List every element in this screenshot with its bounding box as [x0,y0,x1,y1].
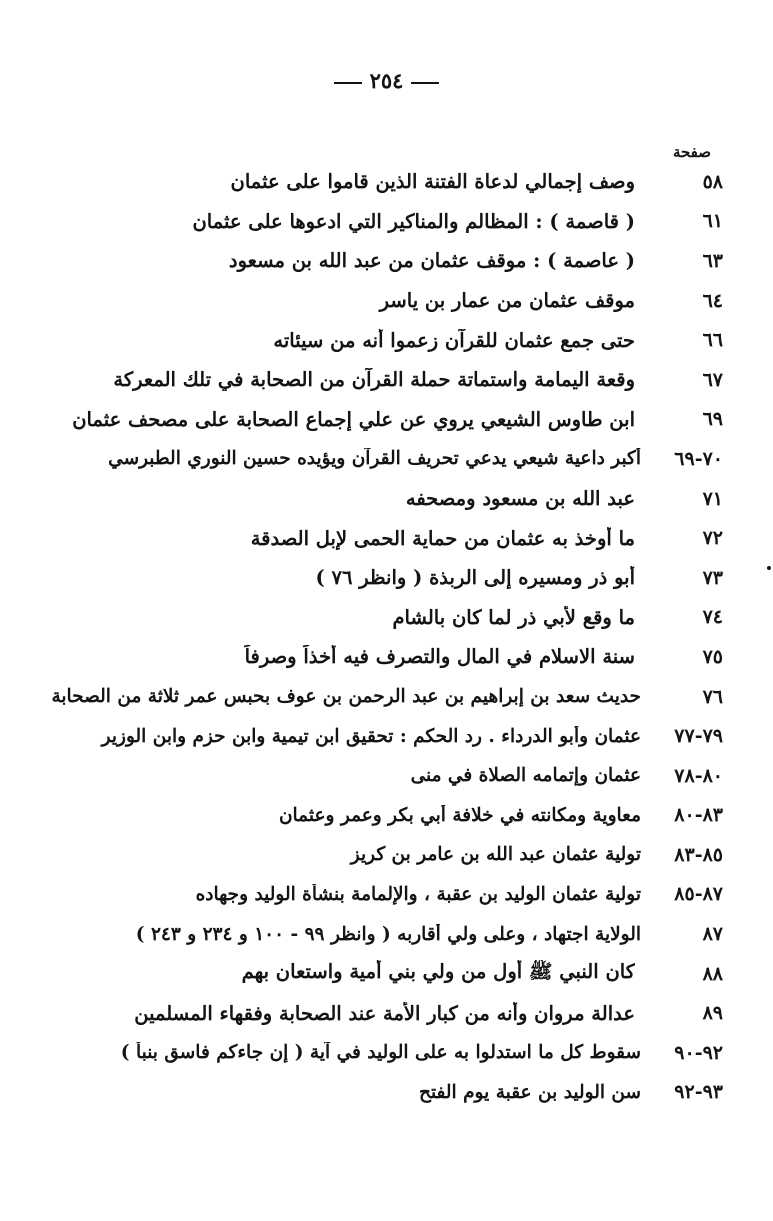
toc-entry-page: ٨٥-٨٣ [674,843,723,866]
toc-entry-page: ٧١ [702,487,723,510]
toc-entry [25,320,725,360]
toc-entry-page: ٩٣-٩٢ [674,1081,723,1104]
toc-entry-title: موقف عثمان من عمار بن ياسر [379,289,635,313]
toc-entry-title: وصف إجمالي لدعاة الفتنة الذين قاموا على عثمان [230,170,635,194]
toc-entry [25,400,725,440]
margin-ink-dot [767,566,771,570]
toc-entry-title: حتى جمع عثمان للقرآن زعموا أنه من سيئاته [273,328,635,352]
toc-entry [25,756,725,796]
toc-entry [25,281,725,321]
toc-entry-page: ٩٢-٩٠ [674,1041,723,1064]
toc-entry-title: ابن طاوس الشيعي يروي عن علي إجماع الصحابة على مصحف عثمان [72,407,635,431]
toc-entry [25,677,725,717]
toc-entry [25,993,725,1033]
toc-entry-title: تولية عثمان عبد الله بن عامر بن كريز [350,844,641,866]
toc-entry-title: كان النبي ﷺ أول من ولي بني أمية واستعان بهم [241,959,635,983]
toc-entry-page: ٧٥ [702,645,723,668]
toc-entry [25,162,725,202]
toc-entry [25,914,725,954]
toc-entry [25,716,725,756]
toc-entry [25,1033,725,1073]
toc-entry-title: ( قاصمة ) : المظالم والمناكير التي ادعوها على عثمان [192,209,635,233]
toc-entry-title: الولاية اجتهاد ، وعلى ولي أقاربه ( وانظر ٩٩ - ١٠٠ و ٢٣٤ و ٢٤٣ ) [135,923,641,945]
toc-entry-title: أكبر داعية شيعي يدعي تحريف القرآن ويؤيده حسين النوري الطبرسي [108,448,641,470]
toc-entry-title: سقوط كل ما استدلوا به على الوليد في آية ( إن جاءكم فاسق بنبأ ) [120,1042,641,1064]
toc-entry-page: ٨٣-٨٠ [674,804,723,827]
table-of-contents [25,162,725,1112]
page-number [0,68,773,93]
page-number-dash-left [334,82,362,84]
toc-entry [25,875,725,915]
toc-entry-title: تولية عثمان الوليد بن عقبة ، والإلمامة بنشأة الوليد وجهاده [195,883,641,905]
toc-entry-title: عثمان وإتمامه الصلاة في منى [410,765,641,787]
toc-entry [25,558,725,598]
toc-entry-title: عدالة مروان وأنه من كبار الأمة عند الصحابة وفقهاء المسلمين [134,1001,635,1025]
toc-entry-title: ( عاصمة ) : موقف عثمان من عبد الله بن مسعود [228,249,635,273]
toc-entry-title: معاوية ومكانته في خلافة أبي بكر وعمر وعثمان [278,804,641,826]
toc-entry-page: ٨٧-٨٥ [674,883,723,906]
toc-entry-page: ٥٨ [702,170,723,193]
page-column-header: صفحة [672,143,711,161]
toc-entry-page: ٨٠-٧٨ [674,764,723,787]
toc-entry [25,202,725,242]
toc-entry-page: ٧٦ [702,685,723,708]
toc-entry-page: ٦٦ [702,329,723,352]
toc-entry [25,637,725,677]
toc-entry [25,954,725,994]
toc-entry [25,518,725,558]
toc-entry-title: حديث سعد بن إبراهيم بن عبد الرحمن بن عوف بحبس عمر ثلاثة من الصحابة [51,686,641,708]
toc-entry-page: ٧٤ [702,606,723,629]
toc-entry [25,241,725,281]
toc-entry-page: ٦٣ [702,249,723,272]
toc-entry [25,1073,725,1113]
toc-entry-title: سن الوليد بن عقبة يوم الفتح [419,1081,641,1103]
toc-entry-page: ٦٤ [702,289,723,312]
toc-entry-title: سنة الاسلام في المال والتصرف فيه أخذاً وصرفاً [244,645,635,669]
toc-entry-title: عثمان وأبو الدرداء . رد الحكم : تحقيق ابن تيمية وابن حزم وابن الوزير [101,725,641,747]
toc-entry [25,479,725,519]
toc-entry-page: ٧٣ [702,566,723,589]
toc-entry-page: ٦٧ [702,368,723,391]
toc-entry-title: ما وقع لأبي ذر لما كان بالشام [392,605,635,629]
toc-entry [25,360,725,400]
toc-entry-page: ٧٩-٧٧ [674,725,723,748]
toc-entry-page: ٦٩ [702,408,723,431]
toc-entry-title: ما أوخذ به عثمان من حماية الحمى لإبل الصدقة [250,526,635,550]
toc-entry-page: ٦١ [702,210,723,233]
toc-entry [25,835,725,875]
page-number-dash-right [411,82,439,84]
toc-entry-page: ٧٠-٦٩ [674,447,723,470]
toc-entry-title: عبد الله بن مسعود ومصحفه [405,487,635,511]
toc-entry [25,598,725,638]
toc-entry-page: ٨٩ [702,1002,723,1025]
toc-entry [25,796,725,836]
toc-entry-title: أبو ذر ومسيره إلى الربذة ( وانظر ٧٦ ) [315,566,635,590]
page-number-value: ٢٥٤ [369,68,404,93]
toc-entry-title: وقعة اليمامة واستماتة حملة القرآن من الصحابة في تلك المعركة [113,368,635,392]
toc-entry-page: ٨٧ [702,923,723,946]
toc-entry-page: ٨٨ [702,962,723,985]
toc-entry [25,439,725,479]
toc-entry-page: ٧٢ [702,527,723,550]
